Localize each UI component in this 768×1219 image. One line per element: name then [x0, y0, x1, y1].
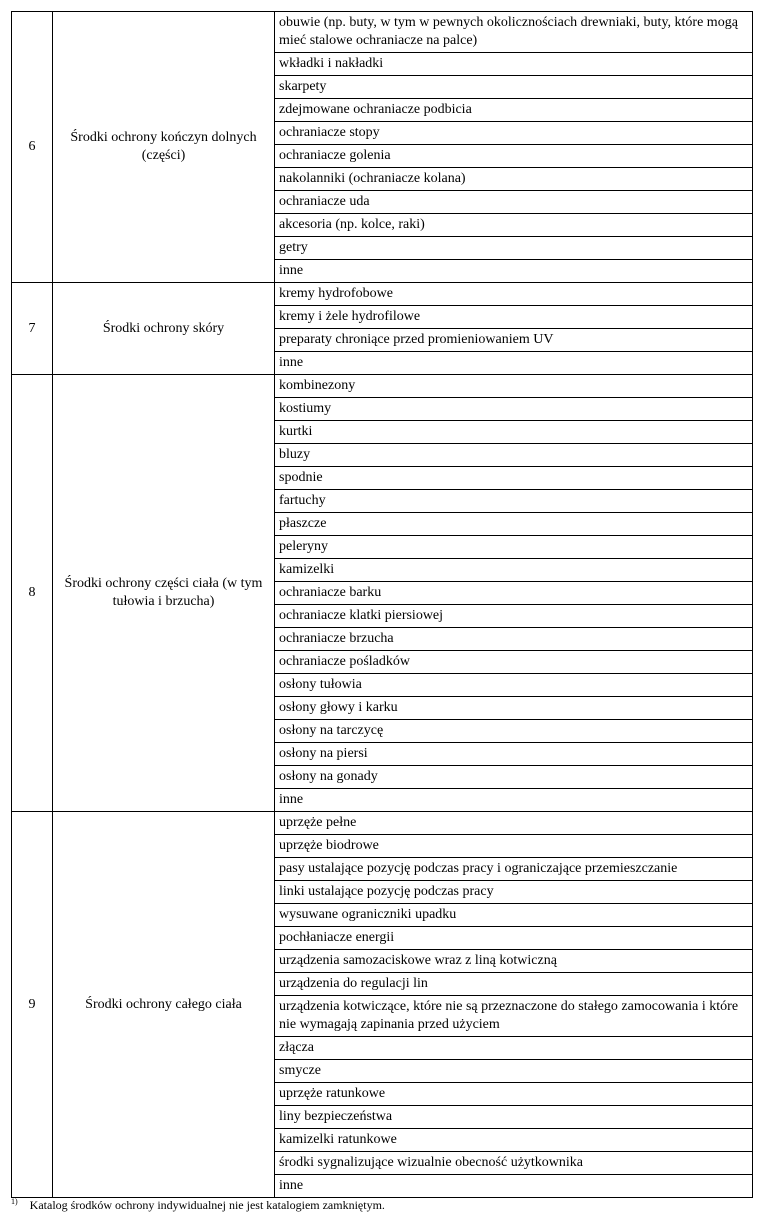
table-row	[12, 283, 753, 306]
equipment-item: spodnie	[275, 467, 753, 490]
ppe-catalog-table	[11, 11, 753, 1198]
equipment-item: wkładki i nakładki	[275, 53, 753, 76]
equipment-item: płaszcze	[275, 513, 753, 536]
equipment-item: ochraniacze barku	[275, 582, 753, 605]
group-number: 7	[12, 283, 53, 375]
equipment-item: urządzenia kotwiczące, które nie są przeznaczone do stałego zamocowania i które nie wymagają zapinania przed użyciem	[275, 996, 753, 1037]
table-row	[12, 375, 753, 398]
group-category: Środki ochrony skóry	[53, 283, 275, 375]
equipment-item: fartuchy	[275, 490, 753, 513]
equipment-item: kamizelki ratunkowe	[275, 1129, 753, 1152]
equipment-item: ochraniacze golenia	[275, 145, 753, 168]
equipment-item: urządzenia do regulacji lin	[275, 973, 753, 996]
equipment-item: peleryny	[275, 536, 753, 559]
equipment-item: pochłaniacze energii	[275, 927, 753, 950]
equipment-item: preparaty chroniące przed promieniowaniem UV	[275, 329, 753, 352]
equipment-item: uprzęże pełne	[275, 812, 753, 835]
equipment-item: smycze	[275, 1060, 753, 1083]
equipment-item: liny bezpieczeństwa	[275, 1106, 753, 1129]
equipment-item: getry	[275, 237, 753, 260]
equipment-item: ochraniacze pośladków	[275, 651, 753, 674]
group-category: Środki ochrony kończyn dolnych (części)	[53, 12, 275, 283]
group-category: Środki ochrony części ciała (w tym tułowia i brzucha)	[53, 375, 275, 812]
equipment-item: osłony głowy i karku	[275, 697, 753, 720]
equipment-item: pasy ustalające pozycję podczas pracy i ograniczające przemieszczanie	[275, 858, 753, 881]
equipment-item: osłony na tarczycę	[275, 720, 753, 743]
equipment-item: kremy i żele hydrofilowe	[275, 306, 753, 329]
table-row	[12, 12, 753, 53]
equipment-item: ochraniacze uda	[275, 191, 753, 214]
group-category: Środki ochrony całego ciała	[53, 812, 275, 1198]
footnote	[11, 1194, 385, 1213]
equipment-item: ochraniacze klatki piersiowej	[275, 605, 753, 628]
equipment-item: kamizelki	[275, 559, 753, 582]
equipment-item: środki sygnalizujące wizualnie obecność użytkownika	[275, 1152, 753, 1175]
ppe-table-body	[12, 12, 753, 1198]
equipment-item: inne	[275, 1175, 753, 1198]
footnote-marker: 1)	[11, 1197, 18, 1206]
equipment-item: kostiumy	[275, 398, 753, 421]
equipment-item: ochraniacze brzucha	[275, 628, 753, 651]
equipment-item: linki ustalające pozycję podczas pracy	[275, 881, 753, 904]
equipment-item: osłony tułowia	[275, 674, 753, 697]
equipment-item: skarpety	[275, 76, 753, 99]
equipment-item: urządzenia samozaciskowe wraz z liną kotwiczną	[275, 950, 753, 973]
equipment-item: wysuwane ograniczniki upadku	[275, 904, 753, 927]
equipment-item: inne	[275, 260, 753, 283]
equipment-item: bluzy	[275, 444, 753, 467]
equipment-item: osłony na gonady	[275, 766, 753, 789]
equipment-item: kombinezony	[275, 375, 753, 398]
equipment-item: nakolanniki (ochraniacze kolana)	[275, 168, 753, 191]
group-number: 9	[12, 812, 53, 1198]
group-number: 6	[12, 12, 53, 283]
equipment-item: ochraniacze stopy	[275, 122, 753, 145]
equipment-item: osłony na piersi	[275, 743, 753, 766]
equipment-item: obuwie (np. buty, w tym w pewnych okolicznościach drewniaki, buty, które mogą mieć stalowe ochraniacze na palce)	[275, 12, 753, 53]
group-number: 8	[12, 375, 53, 812]
equipment-item: kurtki	[275, 421, 753, 444]
equipment-item: złącza	[275, 1037, 753, 1060]
footnote-text: Katalog środków ochrony indywidualnej nie jest katalogiem zamkniętym.	[29, 1198, 385, 1212]
equipment-item: akcesoria (np. kolce, raki)	[275, 214, 753, 237]
equipment-item: uprzęże ratunkowe	[275, 1083, 753, 1106]
equipment-item: inne	[275, 352, 753, 375]
equipment-item: kremy hydrofobowe	[275, 283, 753, 306]
equipment-item: uprzęże biodrowe	[275, 835, 753, 858]
table-row	[12, 812, 753, 835]
equipment-item: inne	[275, 789, 753, 812]
equipment-item: zdejmowane ochraniacze podbicia	[275, 99, 753, 122]
